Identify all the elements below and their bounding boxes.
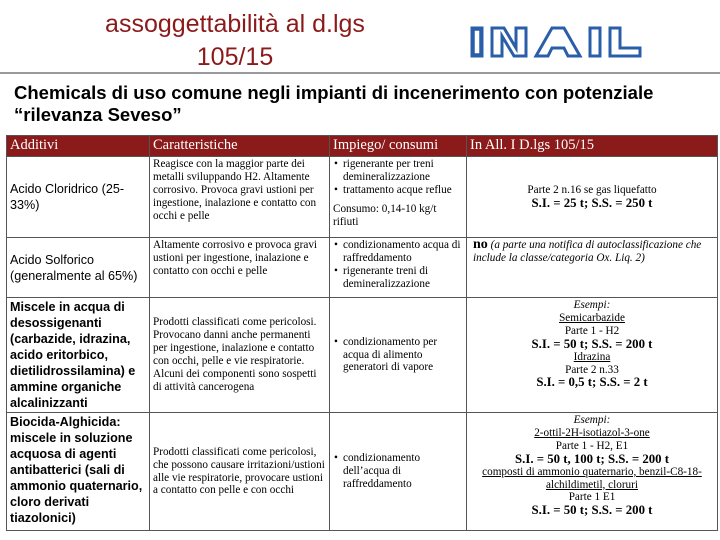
usage-item: • condizionamento per acqua di alimento generatori di vapore [343,336,463,375]
header-additivi: Additivi [7,136,150,157]
title-line-2: 105/15 [196,43,274,71]
usage-item: • rigenerante per treni demineralizzazione [343,158,463,184]
consumption-text: Consumo: 0,14-10 kg/t rifiuti [333,202,437,228]
table-row [7,298,718,413]
usage-cell [330,413,467,531]
annex-limits: S.I. = 25 t; S.S. = 250 t [531,196,653,210]
usage-cell [330,298,467,413]
header-divider [0,72,720,74]
usage-item: • condizionamento acqua di raffreddamento [343,239,463,265]
header-impiego: Impiego/ consumi [330,136,467,157]
annex-part: Parte 1 E1 [568,491,616,504]
slide-subtitle: Chemicals di uso comune negli impianti di incenerimento con potenziale “rilevanza Seveso” [14,82,654,125]
characteristics-cell: Reagisce con la maggior parte dei metalli sviluppando H2. Altamente corrosivo. Provoca gravi ustioni per ingestione, inalazione e contatto con occhi e pelle [150,157,330,238]
annex-cell [467,298,718,413]
usage-item: • trattamento acque reflue [343,184,463,197]
annex-cell [467,413,718,531]
additive-cell: Miscele in acqua di desossigenanti (carbazide, idrazina, acido eritorbico, dietilidrossilamina) e ammine organiche alcalinizzanti [7,298,150,413]
annex-limits: S.I. = 0,5 t; S.S. = 2 t [536,375,648,390]
annex-limits: S.I. = 50 t; S.S. = 200 t [531,503,653,518]
usage-cell [330,238,467,298]
header-allegato: In All. I D.lgs 105/15 [467,136,718,157]
annex-limits: S.I. = 50 t, 100 t; S.S. = 200 t [515,451,669,466]
usage-item: • rigenerante treni di demineralizzazione [343,265,463,291]
annex-part: Parte 1 - H2, E1 [555,439,629,452]
table-row [7,238,718,298]
annex-example-label: Esempi: [573,299,611,311]
annex-substance-name: Idrazina [573,350,611,363]
chemicals-table [6,135,718,531]
annex-cell [467,238,718,298]
table-header-row [7,136,718,157]
additive-cell: Acido Solforico (generalmente al 65%) [7,238,150,298]
annex-substance-name: composti di ammonio quaternario, benzil-C8-18-alchildimetil, cloruri [482,465,702,491]
table-row [7,157,718,238]
title-line-1: assoggettabilità al d.lgs [105,10,365,38]
additive-cell: Acido Cloridrico (25-33%) [7,157,150,238]
slide-title [30,8,440,74]
annex-substance-name: Semicarbazide [559,311,625,324]
annex-example-label: Esempi: [573,414,611,426]
usage-cell [330,157,467,238]
annex-part: Parte 2 n.33 [565,363,619,376]
annex-part: Parte 1 - H2 [564,324,620,337]
annex-note: (a parte una notifica di autoclassificazione che include la classe/categoria Ox. Liq. 2) [473,239,702,264]
inail-logo [470,22,706,60]
header-caratteristiche: Caratteristiche [150,136,330,157]
annex-part: Parte 2 n.16 se gas liquefatto [527,184,657,197]
characteristics-cell: Altamente corrosivo e provoca gravi ustioni per ingestione, inalazione e contatto con occhi e pelle [150,238,330,298]
usage-item: • condizionamento dell’acqua di raffreddamento [343,452,463,491]
characteristics-cell: Prodotti classificati come pericolosi. Provocano danni anche permanenti per ingestione, inalazione e contatto con occhi, pelle e vie respiratorie. Alcuni dei componenti sono sospetti di attività cancerogena [150,298,330,413]
additive-cell: Biocida-Alghicida: miscele in soluzione acquosa di agenti antibatterici (sali di ammonio quaternario, cloro derivati tiazolonici) [7,413,150,531]
characteristics-cell: Prodotti classificati come pericolosi, che possono causare irritazioni/ustioni alle vie respiratorie, provocare ustioni a contatto con pelle e con occhi [150,413,330,531]
annex-substance-name: 2-ottil-2H-isotiazol-3-one [534,426,650,439]
annex-limits: S.I. = 50 t; S.S. = 200 t [531,336,653,351]
table-row [7,413,718,531]
annex-no: no [473,237,488,252]
annex-cell [467,157,718,238]
